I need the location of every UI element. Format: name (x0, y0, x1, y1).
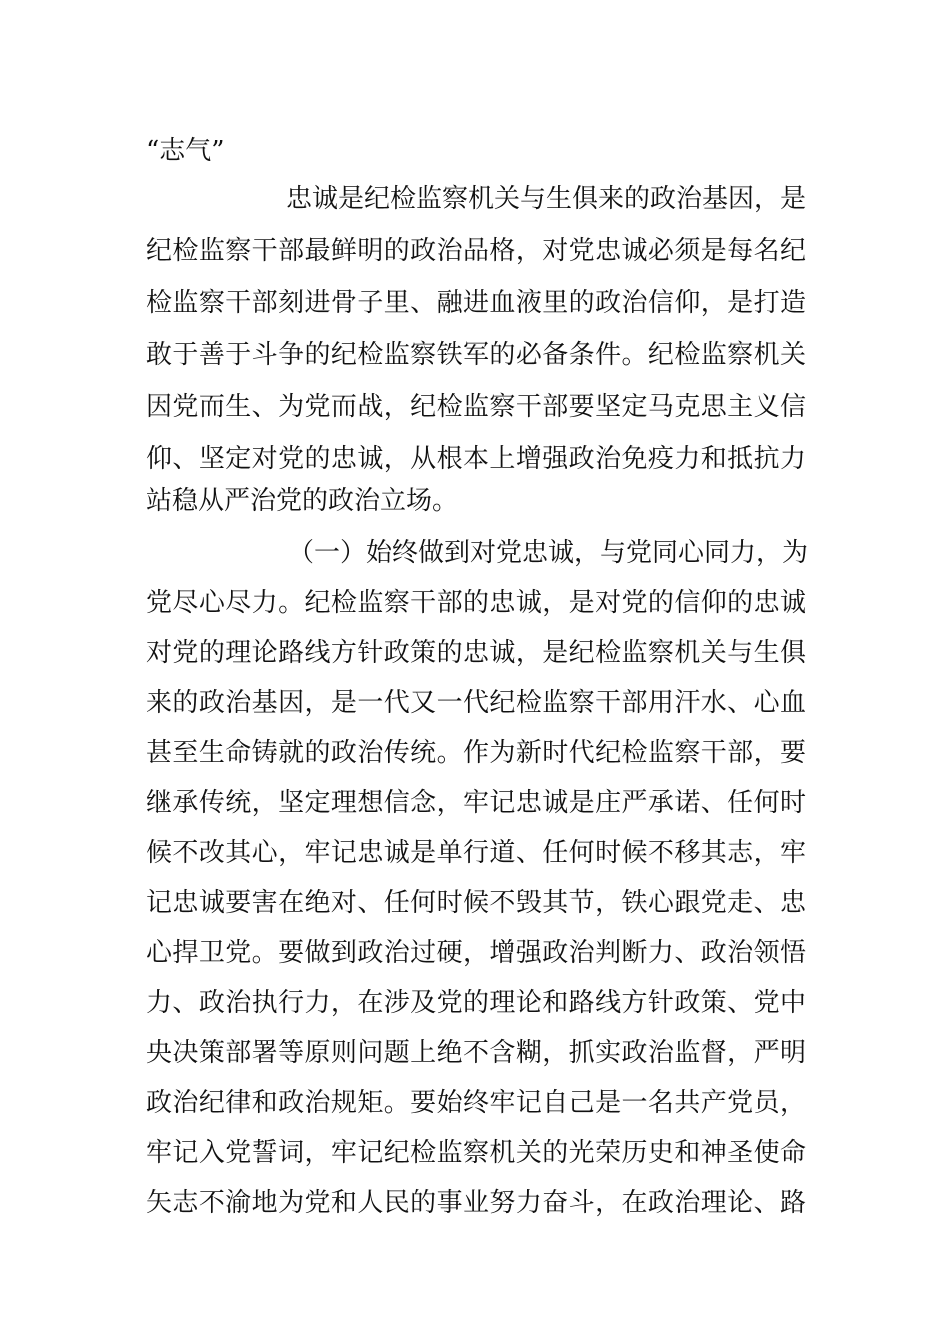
paragraph-line: 站稳从严治党的政治立场。 (146, 486, 459, 516)
paragraph-line: 候不改其心，牢记忠诚是单行道、任何时候不移其志，牢 (146, 838, 806, 868)
paragraph-line: 来的政治基因，是一代又一代纪检监察干部用汗水、心血 (146, 688, 806, 718)
paragraph-line: 仰、坚定对党的忠诚，从根本上增强政治免疫力和抵抗力 (146, 444, 806, 474)
paragraph-line: 因党而生、为党而战，纪检监察干部要坚定马克思主义信 (146, 392, 806, 422)
paragraph-line: 检监察干部刻进骨子里、融进血液里的政治信仰，是打造 (146, 288, 806, 318)
paragraph-line: 矢志不渝地为党和人民的事业努力奋斗，在政治理论、路 (146, 1188, 806, 1218)
paragraph-line: 党尽心尽力。纪检监察干部的忠诚，是对党的信仰的忠诚 (146, 588, 806, 618)
paragraph-line: 继承传统，坚定理想信念，牢记忠诚是庄严承诺、任何时 (146, 788, 806, 818)
paragraph-line: 记忠诚要害在绝对、任何时候不毁其节，铁心跟党走、忠 (146, 888, 806, 918)
paragraph-line: 牢记入党誓词，牢记纪检监察机关的光荣历史和神圣使命 (146, 1138, 806, 1168)
paragraph-line: 甚至生命铸就的政治传统。作为新时代纪检监察干部，要 (146, 738, 806, 768)
paragraph-line: 心捍卫党。要做到政治过硬，增强政治判断力、政治领悟 (146, 938, 806, 968)
paragraph-line: 对党的理论路线方针政策的忠诚，是纪检监察机关与生俱 (146, 638, 806, 668)
paragraph-line: 央决策部署等原则问题上绝不含糊，抓实政治监督，严明 (146, 1038, 806, 1068)
paragraph-line: 政治纪律和政治规矩。要始终牢记自己是一名共产党员， (146, 1088, 806, 1118)
heading-fragment: “志气” (146, 136, 225, 166)
paragraph-line: 纪检监察干部最鲜明的政治品格，对党忠诚必须是每名纪 (146, 236, 806, 266)
paragraph-line: （一）始终做到对党忠诚，与党同心同力，为 (288, 538, 809, 568)
paragraph-line: 力、政治执行力，在涉及党的理论和路线方针政策、党中 (146, 988, 806, 1018)
paragraph-line: 敢于善于斗争的纪检监察铁军的必备条件。纪检监察机关 (146, 340, 806, 370)
paragraph-line: 忠诚是纪检监察机关与生俱来的政治基因，是 (286, 184, 807, 214)
